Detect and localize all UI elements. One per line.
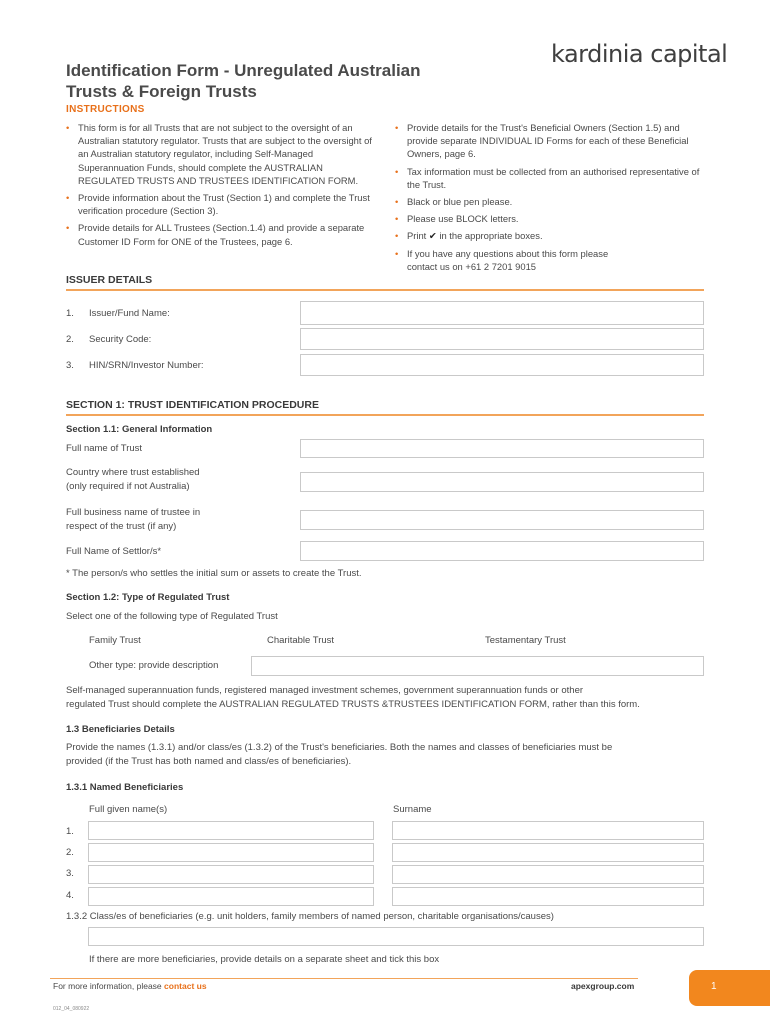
instruction-item: • Print ✔ in the appropriate boxes. — [395, 230, 543, 242]
issuer-details-heading: ISSUER DETAILS — [66, 274, 153, 286]
kardinia-logo: kardinia capital — [551, 40, 728, 68]
beneficiaries-instructions: Provide the names (1.3.1) and/or class/es (1.3.2) of the Trust's beneficiaries. Both the names and classes of beneficiaries must be provided (if the Trust has both named and class/es of beneficiaries). — [66, 742, 613, 767]
beneficiary-1-surname-input[interactable] — [392, 821, 704, 840]
more-beneficiaries-text: If there are more beneficiaries, provide details on a separate sheet and tick this box — [89, 954, 440, 965]
given-names-header: Full given name(s) — [89, 804, 168, 815]
surname-header: Surname — [393, 804, 432, 815]
page-number-tab — [689, 970, 770, 1006]
bullet-icon: • — [395, 196, 399, 208]
bullet-icon: • — [395, 230, 399, 242]
issuer-field-number: 1. — [66, 308, 74, 319]
bullet-icon: • — [395, 122, 399, 133]
footer-website[interactable]: apexgroup.com — [571, 981, 635, 991]
security-code-label: Security Code: — [89, 334, 152, 345]
bullet-icon: • — [66, 222, 70, 234]
settlor-input[interactable] — [300, 541, 704, 561]
bullet-icon: • — [66, 192, 70, 204]
issuer-fund-name-input[interactable] — [300, 301, 704, 325]
smsf-note: Self-managed superannuation funds, registered managed investment schemes, government superannuation funds or other regulated Trust should complete the AUSTRALIAN REGULATED TRUSTS &TRUSTEES IDENTIFICATION FORM, rather than this form. — [66, 685, 640, 710]
instructions-left-column — [66, 121, 381, 252]
option-charitable-trust[interactable]: Charitable Trust — [267, 635, 335, 646]
title-line-1: Identification Form - Unregulated Australian — [66, 61, 421, 80]
section-divider — [66, 414, 704, 416]
row-number: 1. — [66, 826, 74, 837]
bullet-icon: • — [395, 213, 399, 225]
beneficiary-2-given-name-input[interactable] — [88, 843, 374, 862]
section1-heading: SECTION 1: TRUST IDENTIFICATION PROCEDURE — [66, 399, 319, 411]
trust-type-instruction: Select one of the following type of Regulated Trust — [66, 611, 278, 622]
settlor-label: Full Name of Settlor/s* — [66, 546, 162, 557]
issuer-field-number: 2. — [66, 334, 74, 345]
footer-info: For more information, please contact us — [53, 981, 207, 991]
general-info-heading: Section 1.1: General Information — [66, 424, 213, 435]
other-type-label: Other type: provide description — [89, 660, 219, 671]
instruction-item: • If you have any questions about this form please contact us on +61 2 7201 9015 — [395, 247, 609, 272]
footer-divider — [50, 978, 638, 979]
named-beneficiaries-heading: 1.3.1 Named Beneficiaries — [66, 782, 184, 793]
page-number: 1 — [711, 981, 717, 992]
beneficiary-classes-label: 1.3.2 Class/es of beneficiaries (e.g. unit holders, family members of named person, charitable organisations/causes) — [66, 911, 554, 922]
section-divider — [66, 289, 704, 291]
trustee-name-label: Full business name of trustee in respect of the trust (if any) — [66, 507, 201, 532]
row-number: 3. — [66, 868, 74, 879]
instruction-item: • Provide details for ALL Trustees (Section.1.4) and provide a separate Customer ID Form for ONE of the Trustees, page 6. — [66, 222, 365, 247]
trust-name-input[interactable] — [300, 439, 704, 458]
beneficiary-1-given-name-input[interactable] — [88, 821, 374, 840]
instruction-item: • Provide details for the Trust's Beneficial Owners (Section 1.5) and provide separate INDIVIDUAL ID Forms for each of these Beneficial Owners, page 6. — [395, 122, 689, 160]
other-type-input[interactable] — [251, 656, 704, 676]
option-testamentary-trust[interactable]: Testamentary Trust — [485, 635, 566, 646]
beneficiary-3-given-name-input[interactable] — [88, 865, 374, 884]
row-number: 4. — [66, 890, 74, 901]
beneficiary-2-surname-input[interactable] — [392, 843, 704, 862]
option-family-trust[interactable]: Family Trust — [89, 635, 141, 646]
beneficiary-4-given-name-input[interactable] — [88, 887, 374, 906]
doc-code: 012_04_080922 — [53, 1006, 90, 1012]
instructions-heading: INSTRUCTIONS — [66, 104, 145, 115]
beneficiary-4-surname-input[interactable] — [392, 887, 704, 906]
instruction-item: • Please use BLOCK letters. — [395, 213, 519, 225]
contact-us-link[interactable]: contact us — [164, 981, 207, 991]
beneficiary-3-surname-input[interactable] — [392, 865, 704, 884]
issuer-fund-name-label: Issuer/Fund Name: — [89, 308, 170, 319]
trustee-name-input[interactable] — [300, 510, 704, 530]
checkmark-icon: ✔ — [428, 230, 437, 242]
bullet-icon: • — [66, 122, 70, 133]
bullet-icon: • — [395, 247, 399, 259]
row-number: 2. — [66, 847, 74, 858]
beneficiaries-heading: 1.3 Beneficiaries Details — [66, 724, 175, 735]
instruction-item: • This form is for all Trusts that are not subject to the oversight of an Australian statutory regulator. Trusts that are subject to the oversight of an Australian statutory regulator, including Self-Managed Superannuation Funds, should complete the AUSTRALIAN REGULATED TRUSTS AND TRUSTEES IDENTIFICATION FORM. — [66, 122, 372, 186]
beneficiary-classes-input[interactable] — [88, 927, 704, 946]
title-line-2: Trusts & Foreign Trusts — [66, 82, 257, 101]
page-title — [66, 60, 486, 102]
bullet-icon: • — [395, 165, 399, 177]
issuer-field-number: 3. — [66, 360, 74, 371]
country-input[interactable] — [300, 472, 704, 492]
instruction-item: • Provide information about the Trust (Section 1) and complete the Trust verification procedure (Section 3). — [66, 192, 370, 217]
security-code-input[interactable] — [300, 328, 704, 350]
hin-srn-label: HIN/SRN/Investor Number: — [89, 360, 204, 371]
country-label: Country where trust established (only required if not Australia) — [66, 467, 200, 492]
hin-srn-input[interactable] — [300, 354, 704, 376]
instruction-item: • Black or blue pen please. — [395, 196, 513, 208]
trust-type-heading: Section 1.2: Type of Regulated Trust — [66, 592, 230, 603]
trust-name-label: Full name of Trust — [66, 443, 143, 454]
settlor-footnote: * The person/s who settles the initial sum or assets to create the Trust. — [66, 568, 362, 579]
instructions-right-column — [395, 121, 710, 277]
instruction-item: • Tax information must be collected from an authorised representative of the Trust. — [395, 165, 700, 190]
